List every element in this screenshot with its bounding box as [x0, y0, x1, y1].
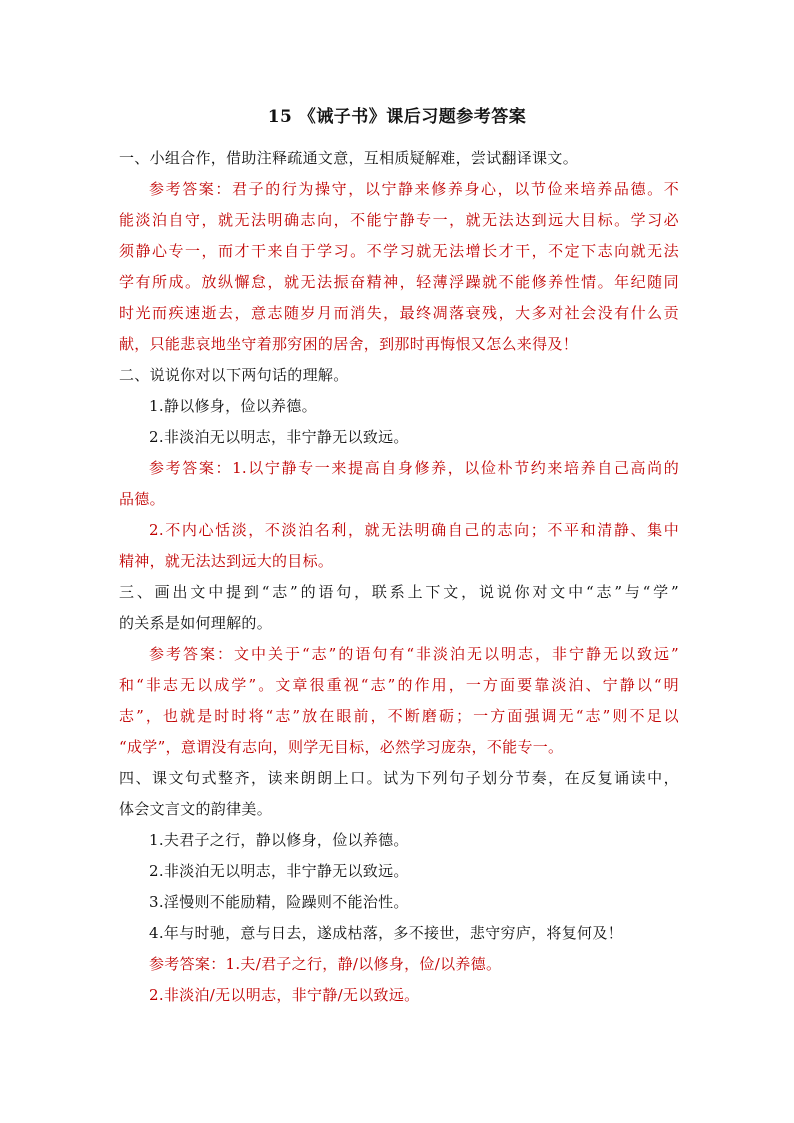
answer-3-line: 参考答案：文中关于“志”的语句有“非淡泊无以明志，非宁静无以致远”	[149, 645, 679, 663]
question-4-item: 1.夫君子之行，静以修身，俭以养德。	[149, 831, 409, 849]
question-2: 二、说说你对以下两句话的理解。	[119, 366, 349, 384]
document-body	[119, 143, 679, 1011]
answer-1-line: 须静心专一，而才干来自于学习。不学习就无法增长才干，不定下志向就无法	[119, 242, 679, 260]
answer-1-line: 参考答案：君子的行为操守，以宁静来修养身心，以节俭来培养品德。不	[149, 180, 679, 198]
page-title: 15 《诫子书》课后习题参考答案	[267, 107, 527, 127]
question-4-item: 4.年与时驰，意与日去，遂成枯落，多不接世，悲守穷庐，将复何及！	[149, 924, 623, 942]
question-3: 三、画出文中提到“志”的语句，联系上下文，说说你对文中“志”与“学”	[119, 583, 679, 601]
question-4: 体会文言文的韵律美。	[119, 800, 273, 818]
question-4-item: 3.淫慢则不能励精，险躁则不能治性。	[149, 893, 409, 911]
answer-1-line: 学有所成。放纵懈怠，就无法振奋精神，轻薄浮躁就不能修养性情。年纪随同	[119, 273, 679, 291]
question-3: 的关系是如何理解的。	[119, 614, 273, 632]
answer-1-line: 献，只能悲哀地坐守着那穷困的居舍，到那时再悔恨又怎么来得及！	[119, 335, 579, 353]
answer-2-line: 精神，就无法达到远大的目标。	[119, 552, 334, 570]
question-4-item: 2.非淡泊无以明志，非宁静无以致远。	[149, 862, 409, 880]
answer-1-line: 时光而疾速逝去，意志随岁月而消失，最终凋落衰残，大多对社会没有什么贡	[119, 304, 679, 322]
question-1: 一、小组合作，借助注释疏通文意，互相质疑解难，尝试翻译课文。	[119, 149, 579, 167]
answer-3-line: “成学”，意谓没有志向，则学无目标，必然学习庞杂，不能专一。	[119, 738, 564, 756]
answer-2-line: 品德。	[119, 490, 165, 508]
answer-4-line: 参考答案：1.夫/君子之行，静/以修身，俭/以养德。	[149, 955, 502, 973]
answer-1-line: 能淡泊自守，就无法明确志向，不能宁静专一，就无法达到远大目标。学习必	[119, 211, 679, 229]
question-2-item: 1.静以修身，俭以养德。	[149, 397, 317, 415]
answer-3-line: 志”，也就是时时将“志”放在眼前，不断磨砺；一方面强调无“志”则不足以	[119, 707, 679, 725]
answer-2-line: 2.不内心恬淡，不淡泊名利，就无法明确自己的志向；不平和清静、集中	[149, 521, 679, 539]
question-4: 四、课文句式整齐，读来朗朗上口。试为下列句子划分节奏，在反复诵读中，	[119, 769, 679, 787]
answer-4-line: 2.非淡泊/无以明志，非宁静/无以致远。	[149, 986, 420, 1004]
answer-3-line: 和“非志无以成学”。文章很重视“志”的作用，一方面要靠淡泊、宁静以“明	[119, 676, 679, 694]
answer-2-line: 参考答案：1.以宁静专一来提高自身修养，以俭朴节约来培养自己高尚的	[149, 459, 679, 477]
question-2-item: 2.非淡泊无以明志，非宁静无以致远。	[149, 428, 409, 446]
